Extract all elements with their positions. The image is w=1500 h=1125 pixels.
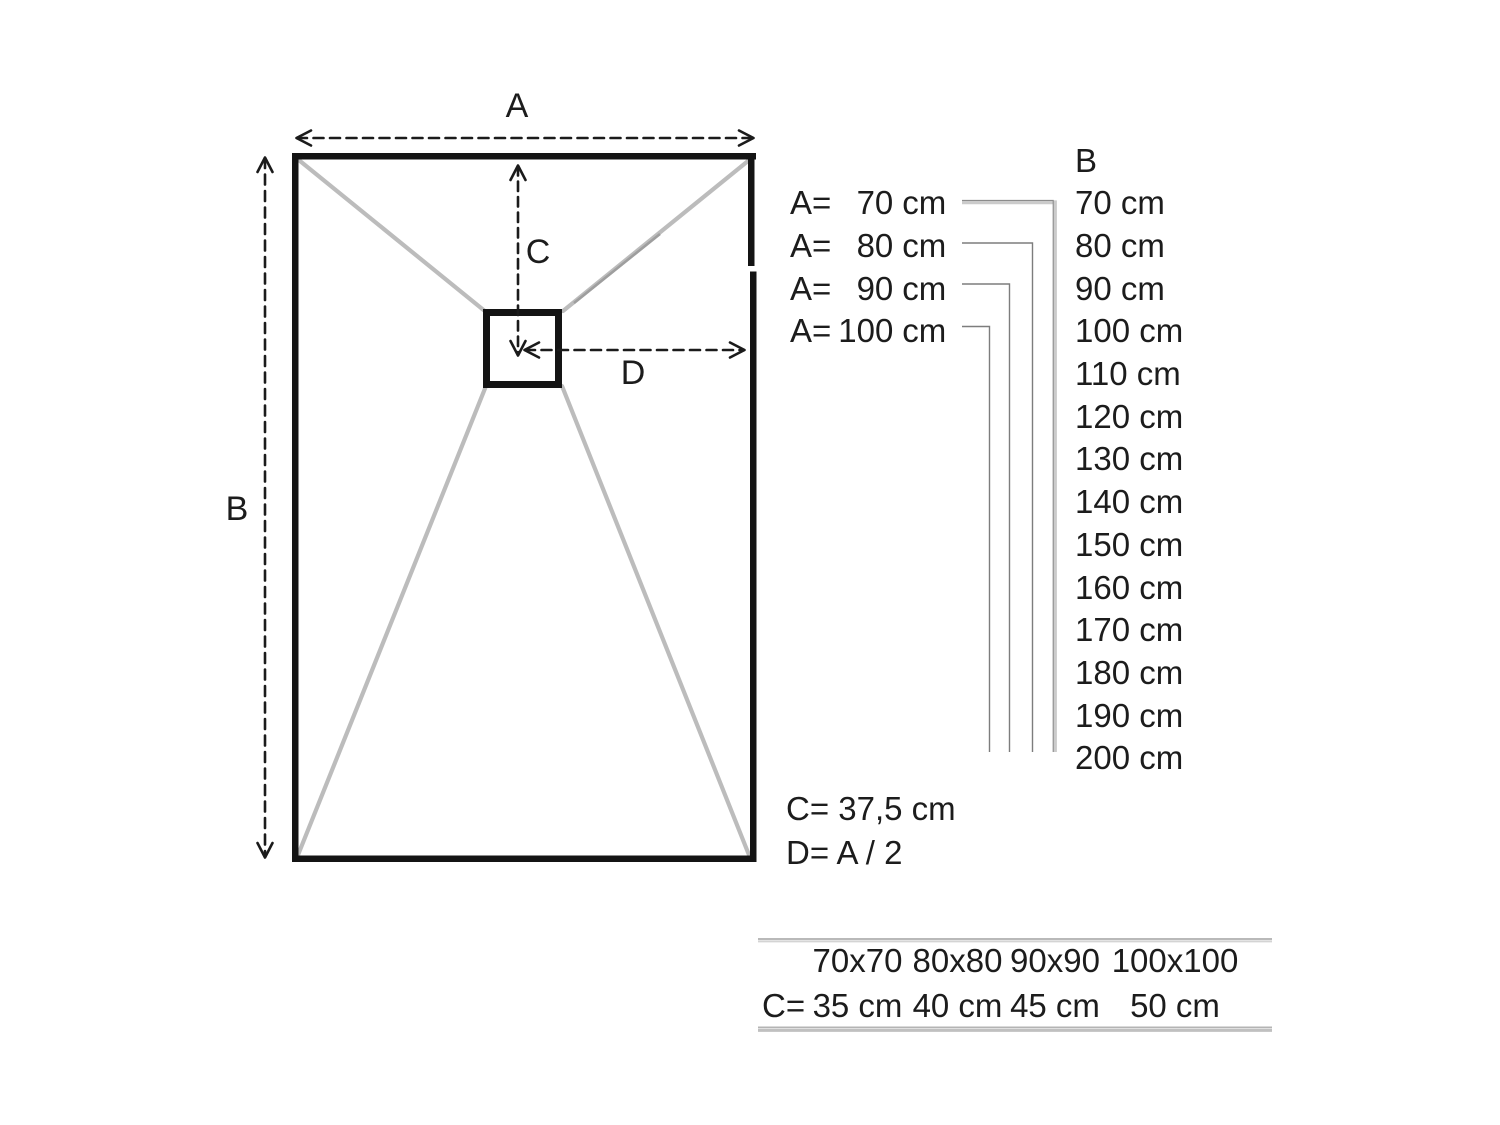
b-option: 100 cm: [1075, 312, 1184, 350]
a-option-row: [790, 225, 946, 268]
a-value: 70: [856, 184, 894, 222]
a-unit: cm: [902, 227, 947, 265]
formula-d: D= A / 2: [786, 834, 903, 871]
b-option: 170 cm: [1075, 611, 1184, 649]
formula-c: C= 37,5 cm: [786, 790, 956, 827]
a-unit: cm: [902, 269, 947, 307]
b-option: 70 cm: [1075, 184, 1165, 222]
b-option: 180 cm: [1075, 653, 1184, 691]
a-options-list: [790, 182, 946, 353]
dim-label-c: C: [525, 233, 551, 271]
b-option: 190 cm: [1075, 696, 1184, 734]
b-option: 120 cm: [1075, 397, 1184, 435]
b-column-header: B: [1075, 142, 1098, 179]
b-option: 200 cm: [1075, 739, 1184, 777]
a-option-row: [790, 267, 946, 310]
a-prefix: A=: [790, 184, 832, 222]
b-option: 90 cm: [1075, 269, 1165, 307]
dim-label-b: B: [225, 490, 249, 528]
b-options-list: [1075, 182, 1183, 780]
a-value: 100: [838, 312, 894, 350]
a-prefix: A=: [790, 269, 832, 307]
size-table-column-header: 80x80: [912, 941, 1003, 979]
a-prefix: A=: [790, 227, 832, 265]
size-table-value: 40 cm: [912, 986, 1003, 1024]
a-prefix: A=: [790, 312, 832, 350]
b-option: 130 cm: [1075, 440, 1184, 478]
a-option-row: [790, 182, 946, 225]
a-unit: cm: [902, 312, 947, 350]
b-option: 150 cm: [1075, 525, 1184, 563]
b-option: 140 cm: [1075, 483, 1184, 521]
size-table-value: 45 cm: [1010, 986, 1100, 1024]
size-table-row-label: C=: [762, 986, 806, 1024]
a-option-row: [790, 310, 946, 353]
size-table-value-row: [757, 983, 1245, 1028]
size-table-column-header: 100x100: [1111, 941, 1239, 979]
a-value: 90: [856, 269, 894, 307]
size-table-column-header: 70x70: [812, 941, 903, 979]
slope-line-dark-segment: [574, 234, 660, 303]
formulas: [786, 787, 956, 875]
b-option: 110 cm: [1075, 355, 1181, 393]
size-table-header-row: [757, 938, 1245, 983]
dim-label-a: A: [505, 87, 529, 125]
dimension-lines: [258, 131, 754, 858]
b-option: 80 cm: [1075, 227, 1165, 265]
b-option: 160 cm: [1075, 568, 1184, 606]
size-table-value: 50 cm: [1130, 986, 1220, 1024]
a-to-b-connectors: [962, 200, 1055, 752]
a-value: 80: [856, 227, 894, 265]
a-unit: cm: [902, 184, 947, 222]
size-table-column-header: 90x90: [1010, 941, 1100, 979]
dim-label-d: D: [620, 354, 646, 392]
size-table: [757, 938, 1245, 1028]
size-table-value: 35 cm: [812, 986, 903, 1024]
